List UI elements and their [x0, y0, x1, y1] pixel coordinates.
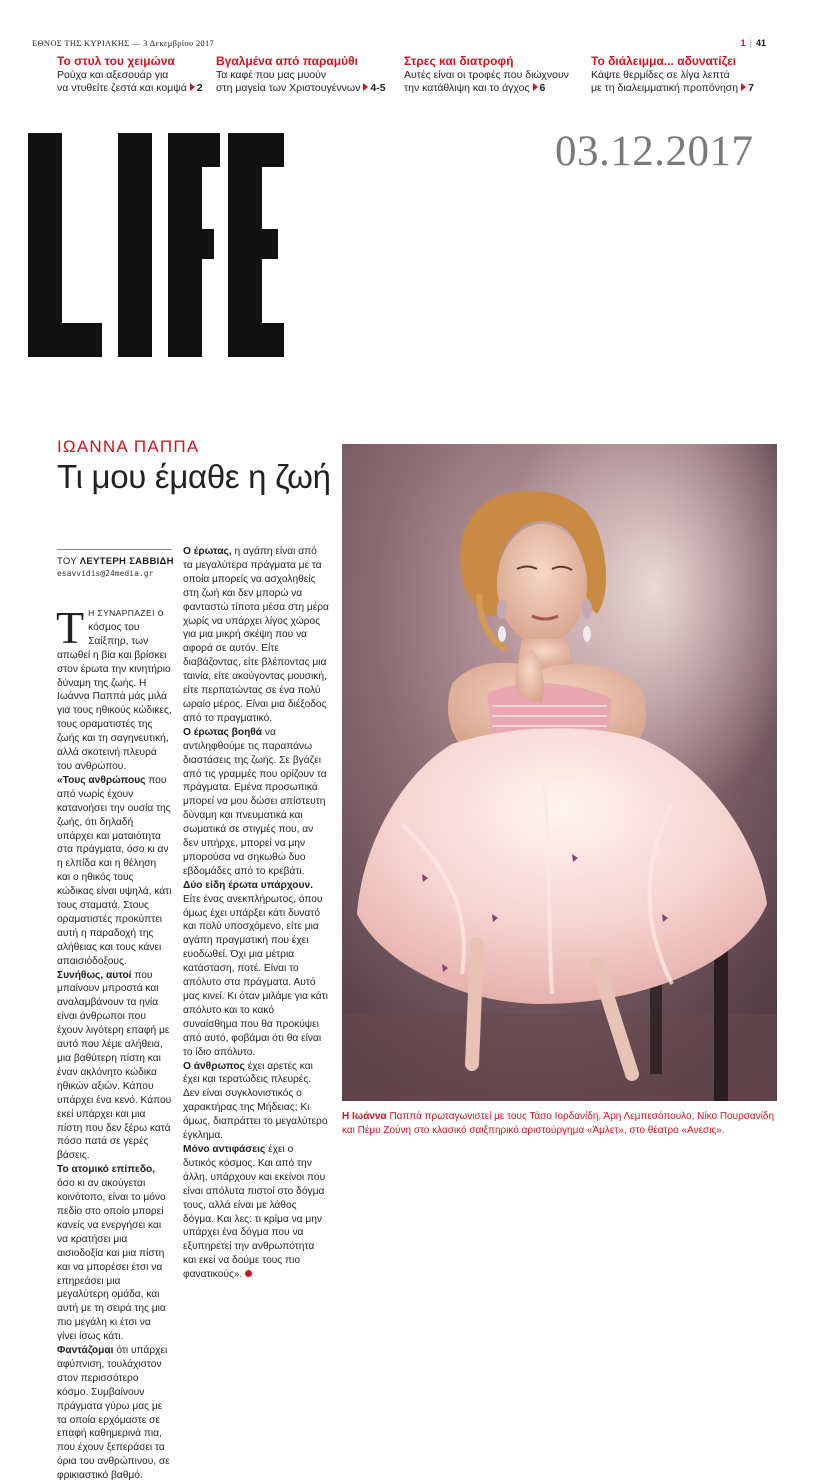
arrow-right-icon	[533, 83, 538, 91]
teaser-line: Αυτές είναι οι τροφές που διώχνουν	[404, 69, 569, 81]
article-column-2	[183, 545, 329, 1282]
teaser-line: με τη διαλειμματική προπόνηση 7	[591, 82, 754, 94]
teaser-line: Ρούχα και αξεσουάρ για	[57, 69, 169, 81]
paragraph: Συνήθως, αυτοί που μπαίνουν μπροστά και αναλαμβάνουν τα ηνία είναι άνθρωποι που έχουν λιγότερη επαφή με αυτό που λέμε αλήθεια, μια βαθύτερη πίστη και έναν ακλόνητο κώδικα ηθικών αξιών. Κάπου υπάρχει ένα κενό. Κάπου εκεί υπάρχει και μια πίστη που δεν ξέρω κατά πόσο πατά σε γερές βάσεις.	[57, 969, 172, 1162]
teaser-winter-style[interactable]	[57, 54, 217, 95]
teaser-line: την κατάθλιψη και το άγχος 6	[404, 82, 546, 94]
article-kicker: ΙΩΑΝΝΑ ΠΑΠΠΑ	[57, 437, 200, 456]
teaser-line: στη μαγεία των Χριστουγέννων 4-5	[216, 82, 386, 94]
page-number-value: 41	[755, 38, 766, 48]
teaser-line: Τα καφέ που μας μυούν	[216, 69, 327, 81]
paragraph: «Τους ανθρώπους που από νωρίς έχουν κατανοήσει την ουσία της ζωής, ότι δηλαδή υπάρχει και ματαιότητα στα πράγματα, όσο κι αν η ελπίδα και η θέληση και ο ηθικός τους κώδικας είναι υψηλά, κάτι τους σταματά. Στους οραματιστές προκύπτει αυτή η παραδοχή της αλήθειας και τους κάνει απαισιόδοξους.	[57, 774, 172, 967]
paragraph: Τ Η ΣΥΝΑΡΠΑΖΕΙ ο κόσμος του Σαίξπηρ, των απωθεί η βία και βρίσκει στον έρωτα την κινητήριο δύναμη της ζωής. Η Ιωάννα Παππά μάς μιλά για τους ηθικούς κώδικες, τους οραματιστές της ζωής και τη σαγηνευτική, αλλά σκοτεινή πλευρά του ανθρώπου.	[56, 602, 172, 772]
arrow-right-icon	[190, 83, 195, 91]
article-headline: Τι μου έμαθε η ζωή	[57, 458, 331, 495]
teaser-page-ref: 4-5	[370, 82, 386, 94]
teaser-fairytale-cafes[interactable]	[216, 54, 401, 95]
paragraph: Μόνο αντιφάσεις έχει ο δυτικός κόσμος. Και από την άλλη, υπάρχουν και εκείνοι που είναι απόλυτα πιστοί στο δόγμα τους, αλλά είναι με λάθος δόγμα. Και λες: τι κρίμα να μην υπάρχει ένα δόγμα που να εξυπηρετεί την ανθρωπότητα και εκεί να δούμε τους πιο φανατικούς».	[183, 1143, 326, 1281]
paragraph: Δύο είδη έρωτα υπάρχουν. Είτε ένας ανεκπλήρωτος, όπου όμως έχει υπάρξει κάτι δυνατό και πολύ υποσχόμενο, είτε μια αγάπη πραγματική που έχει ευοδωθεί. Όχι μια μέτρια κατάσταση, ποτέ. Είναι το απόλυτο στα πράγματα. Αυτό μας κινεί. Κι όταν μιλάμε για κάτι απόλυτο και το κακό συναίσθημα που θα προκύψει από αυτό, φοβάμαι ότι θα είναι το ίδιο απόλυτο.	[183, 879, 328, 1058]
teaser-bar	[0, 54, 822, 100]
byline-rule	[57, 549, 172, 550]
author-email[interactable]: esavvidis@24media.gr	[57, 569, 154, 578]
author-name: ΛΕΥΤΕΡΗ ΣΑΒΒΙΔΗ	[79, 556, 174, 567]
teaser-line: Κάψτε θερμίδες σε λίγα λεπτά	[591, 69, 730, 81]
section-number: 1	[740, 38, 746, 48]
paragraph: Ο άνθρωπος έχει αρετές και έχει και τερατώδεις πλευρές. Δεν είναι συγκλονιστικός ο χαρακτήρας της Μήδειας; Κι όμως, διαπράττει το μεγαλύτερο έγκλημα.	[183, 1060, 328, 1142]
teaser-title: Βγαλμένα από παραμύθι	[216, 54, 358, 68]
paragraph: Το ατομικό επίπεδο, όσο κι αν ακούγεται κοινότοπο, είναι το μόνο πεδίο στο οποίο μπορεί κανείς να ενεργήσει και να κρατήσει μια αισιοδοξία και μια πίστη και να μπορέσει έτσι να επηρεάσει μια μεγαλύτερη ομάδα, και αυτή με τη σειρά της μια πιο μεγάλη κι έτσι να γίνει ίσως κάτι.	[57, 1164, 166, 1343]
teaser-title: Το διάλειμμα... αδυνατίζει	[591, 54, 737, 68]
paragraph: Φαντάζομαι ότι υπάρχει αφύπνιση, τουλάχιστον στον περισσότερο κόσμο. Συμβαίνουν πράγματα γύρω μας με τα οποία ερχόμαστε σε επαφή καθημερινά πια, που έχουν ξεπεράσει τα όρια του ανθρώπινου, σε φρικιαστικό βαθμό.	[57, 1345, 170, 1482]
page-number-separator: |	[749, 38, 752, 48]
masthead: ΕΘΝΟΣ ΤΗΣ ΚΥΡΙΑΚΗΣ — 3 Δεκεμβρίου 2017	[32, 38, 215, 48]
arrow-right-icon	[741, 83, 746, 91]
arrow-right-icon	[363, 83, 368, 91]
teaser-page-ref: 7	[748, 82, 754, 94]
page-number	[741, 38, 766, 48]
teaser-page-ref: 6	[539, 82, 546, 94]
article-photo	[342, 444, 777, 1101]
end-of-article-icon	[245, 1270, 252, 1277]
photo-caption: Η Ιωάννα Παππά πρωταγωνιστεί με τους Τάσο Ιορδανίδη, Άρη Λεμπεσόπουλο, Νίκο Πουρσανίδη και Πέμυ Ζούνη στο κλασικό σαιξπηρικό αριστούργημα «Άμλετ», στο θέατρο «Ανεσις».	[342, 1111, 775, 1136]
article-column-1	[56, 602, 172, 1483]
paragraph: Ο έρωτας, η αγάπη είναι από τα μεγαλύτερα πράγματα με τα οποία μπορείς να ασχοληθείς στη ζωή και δεν μπορώ να φανταστώ τίποτα μέσα στη μέρα χωρίς να υπάρχει λίγος χώρος για μια μικρή σκέψη που να αφορά σε αυτόν. Είτε διαβάζοντας, είτε βλέποντας μια ταινία, είτε ακούγοντας μουσική, είτε περπατώντας σε ένα πολύ ωραίο μέρος. Είναι μια διέξοδος από το πραγματικό.	[183, 546, 329, 724]
paragraph: Ο έρωτας βοηθά να αντιληφθούμε τις παραπάνω διαστάσεις της ζωής. Σε βγάζει από τις γραμμές που ορίζουν τα πράγματα. Εμένα προσωπικά μπορεί να μου δώσει απίστευτη δύναμη και πνευματικά και σωματικά σε στιγμές που, αν δεν υπήρχε, μπορεί να μην μπορούσα να σηκωθώ δυο εβδομάδες από το κρεβάτι.	[183, 726, 327, 877]
byline: ΤΟΥ ΛΕΥΤΕΡΗ ΣΑΒΒΙΔΗ	[57, 556, 174, 567]
teaser-title: Στρες και διατροφή	[404, 54, 514, 68]
teaser-stress-diet[interactable]	[404, 54, 589, 95]
teaser-interval-training[interactable]	[591, 54, 791, 95]
teaser-page-ref: 2	[196, 82, 203, 94]
issue-date: 03.12.2017	[555, 128, 754, 175]
life-section-logo	[28, 133, 284, 357]
teaser-title: Το στυλ του χειμώνα	[57, 54, 175, 68]
dropcap: Τ	[56, 602, 85, 653]
teaser-line: να ντυθείτε ζεστά και κομψά 2	[57, 82, 203, 94]
